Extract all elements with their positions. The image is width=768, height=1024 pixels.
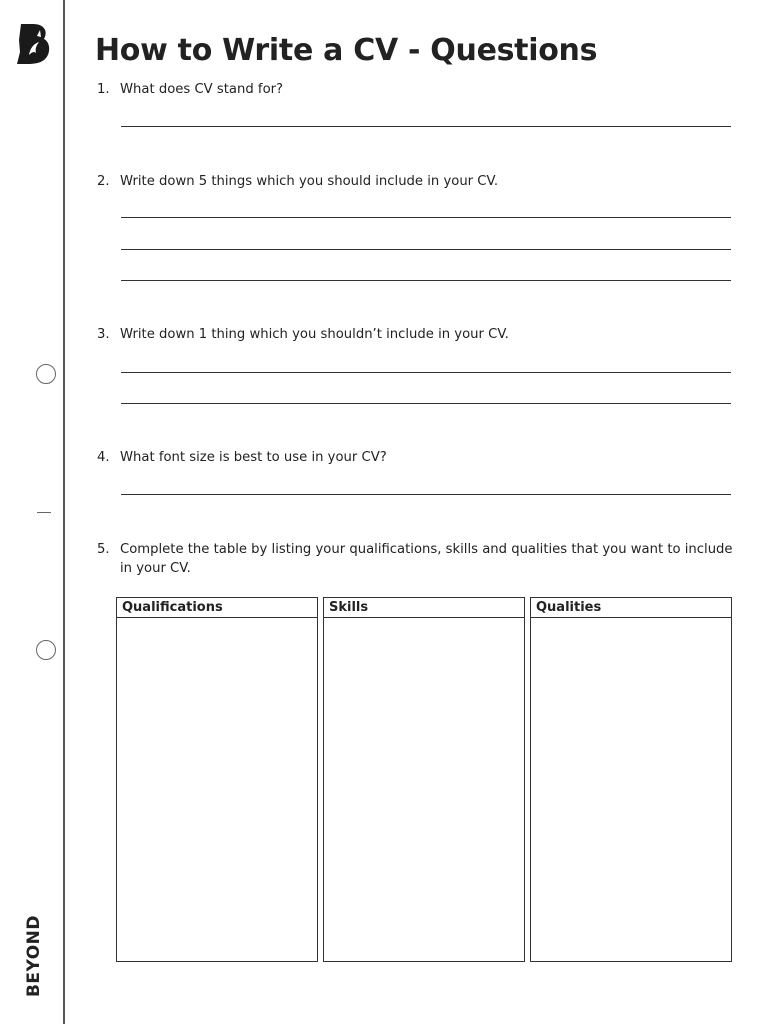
question-3 [97, 325, 737, 344]
question-number: 1. [97, 82, 110, 97]
punch-hole-bottom [36, 640, 56, 660]
answer-line[interactable] [121, 403, 731, 404]
answer-line[interactable] [121, 280, 731, 281]
question-text: What font size is best to use in your CV? [120, 450, 387, 465]
question-text: Write down 5 things which you should include in your CV. [120, 174, 499, 189]
brand-name-vertical: BEYOND [24, 914, 44, 998]
question-text: What does CV stand for? [120, 82, 284, 97]
table-column-skills [323, 597, 525, 962]
column-answer-area[interactable] [531, 618, 731, 961]
answer-line[interactable] [121, 372, 731, 373]
column-header: Qualities [531, 598, 731, 618]
answer-line[interactable] [121, 494, 731, 495]
question-4 [97, 448, 737, 467]
question-1 [97, 80, 737, 99]
question-number: 4. [97, 450, 110, 465]
beyond-logo-icon [15, 22, 53, 66]
question-5 [97, 540, 737, 578]
answer-line[interactable] [121, 126, 731, 127]
table-column-qualities [530, 597, 732, 962]
question-number: 3. [97, 327, 110, 342]
punch-hole-top [36, 364, 56, 384]
question-text: Complete the table by listing your qualifications, skills and qualities that you want to include in your CV. [120, 542, 733, 576]
question-text: Write down 1 thing which you shouldn’t include in your CV. [120, 327, 509, 342]
question-number: 2. [97, 174, 110, 189]
question-2 [97, 172, 737, 191]
page-title: How to Write a CV - Questions [95, 33, 598, 68]
column-answer-area[interactable] [324, 618, 524, 961]
margin-rule [63, 0, 65, 1024]
column-header: Qualifications [117, 598, 317, 618]
center-fold-mark [37, 512, 51, 513]
answer-line[interactable] [121, 217, 731, 218]
answer-line[interactable] [121, 249, 731, 250]
question-number: 5. [97, 542, 110, 557]
column-answer-area[interactable] [117, 618, 317, 961]
column-header: Skills [324, 598, 524, 618]
table-column-qualifications [116, 597, 318, 962]
